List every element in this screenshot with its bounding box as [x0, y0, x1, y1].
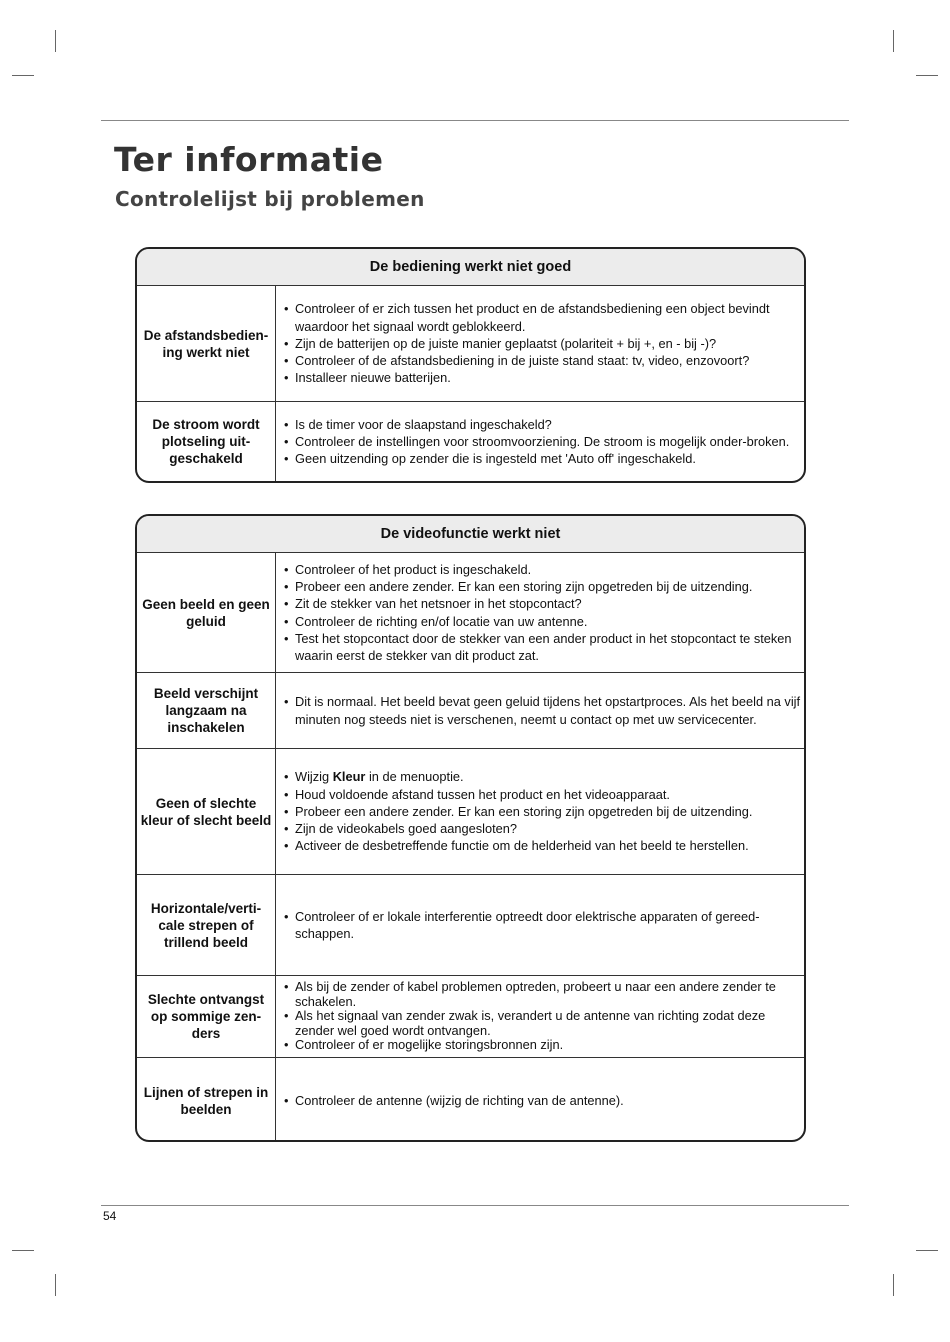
solution-item: • Controleer of het product is ingeschakeld. [284, 561, 802, 578]
solution-item: • Houd voldoende afstand tussen het product en het videoapparaat. [284, 786, 802, 803]
solution-item: • Test het stopcontact door de stekker van een ander product in het stopcontact te steken waarin eerst de stekker van dit product zat. [284, 630, 802, 664]
solution-item [284, 768, 802, 785]
problem-label: Slechte ontvangst op sommige zen-ders [137, 976, 276, 1057]
table-row [137, 975, 804, 1057]
problem-label: De stroom wordt plotseling uit-geschakeld [137, 402, 276, 481]
solution-list [276, 553, 804, 672]
solution-item: • Zijn de batterijen op de juiste manier geplaatst (polariteit + bij +, en - bij -)? [284, 335, 802, 352]
table-heading: De videofunctie werkt niet [137, 516, 804, 553]
problem-label: Lijnen of strepen in beelden [137, 1058, 276, 1142]
table-row [137, 553, 804, 672]
solution-item: • Is de timer voor de slaapstand ingeschakeld? [284, 416, 802, 433]
solution-list [276, 402, 804, 481]
solution-item: • Zit de stekker van het netsnoer in het stopcontact? [284, 595, 802, 612]
crop-mark [12, 75, 34, 76]
table-heading: De bediening werkt niet goed [137, 249, 804, 286]
crop-mark [893, 30, 894, 52]
solution-item: • Dit is normaal. Het beeld bevat geen geluid tijdens het opstartproces. Als het beeld na vijf minuten nog steeds niet is verschenen, neemt u contact op met uw servicecenter. [284, 693, 802, 727]
problem-label: Geen of slechte kleur of slecht beeld [137, 749, 276, 874]
solution-item: • Controleer de antenne (wijzig de richting van de antenne). [284, 1092, 802, 1109]
solution-item: • Als bij de zender of kabel problemen optreden, probeert u naar een andere zender te schakelen. [284, 980, 802, 1009]
problem-label: Beeld verschijnt langzaam na inschakelen [137, 673, 276, 748]
solution-list [276, 673, 804, 748]
page-title: Ter informatie [114, 140, 384, 179]
solution-item: • Controleer de instellingen voor stroomvoorziening. De stroom is mogelijk onder-broken. [284, 433, 802, 450]
troubleshoot-table-controls [135, 247, 806, 483]
solution-item: • Controleer of de afstandsbediening in de juiste stand staat: tv, video, enzovoort? [284, 352, 802, 369]
solution-item: • Controleer of er mogelijke storingsbronnen zijn. [284, 1038, 802, 1053]
footer-rule [101, 1205, 849, 1206]
solution-list [276, 749, 804, 874]
crop-mark [916, 1250, 938, 1251]
solution-list [276, 875, 804, 975]
crop-mark [893, 1274, 894, 1296]
table-row [137, 672, 804, 748]
crop-mark [55, 1274, 56, 1296]
table-row [137, 874, 804, 975]
solution-item: • Geen uitzending op zender die is ingesteld met 'Auto off' ingeschakeld. [284, 450, 802, 467]
problem-label: De afstandsbedien-ing werkt niet [137, 286, 276, 401]
solution-item: • Zijn de videokabels goed aangesloten? [284, 820, 802, 837]
solution-item: • Probeer een andere zender. Er kan een storing zijn opgetreden bij de uitzending. [284, 803, 802, 820]
table-row [137, 401, 804, 481]
table-row [137, 286, 804, 401]
problem-label: Horizontale/verti-cale strepen of trillend beeld [137, 875, 276, 975]
solution-item: • Activeer de desbetreffende functie om de helderheid van het beeld te herstellen. [284, 837, 802, 854]
problem-label: Geen beeld en geen geluid [137, 553, 276, 672]
solution-item: • Probeer een andere zender. Er kan een storing zijn opgetreden bij de uitzending. [284, 578, 802, 595]
bullet-prefix: Wijzig Kleur in de menuoptie. [295, 769, 464, 785]
crop-mark [12, 1250, 34, 1251]
table-row [137, 748, 804, 874]
page-subtitle: Controlelijst bij problemen [115, 187, 425, 211]
crop-mark [55, 30, 56, 52]
troubleshoot-table-video [135, 514, 806, 1142]
solution-list [276, 1058, 804, 1142]
solution-list [276, 976, 804, 1057]
solution-item: • Controleer de richting en/of locatie van uw antenne. [284, 613, 802, 630]
page-number: 54 [103, 1209, 117, 1223]
header-rule [101, 120, 849, 121]
crop-mark [916, 75, 938, 76]
solution-item: • Controleer of er zich tussen het product en de afstandsbediening een object bevindt waardoor het signaal wordt geblokkeerd. [284, 300, 802, 334]
table-row [137, 1057, 804, 1142]
solution-list [276, 286, 804, 401]
solution-item: • Installeer nieuwe batterijen. [284, 369, 802, 386]
solution-item: • Controleer of er lokale interferentie optreedt door elektrische apparaten of gereed-schappen. [284, 908, 802, 942]
solution-item: • Als het signaal van zender zwak is, verandert u de antenne van richting zodat deze zender wel goed wordt ontvangen. [284, 1009, 802, 1038]
